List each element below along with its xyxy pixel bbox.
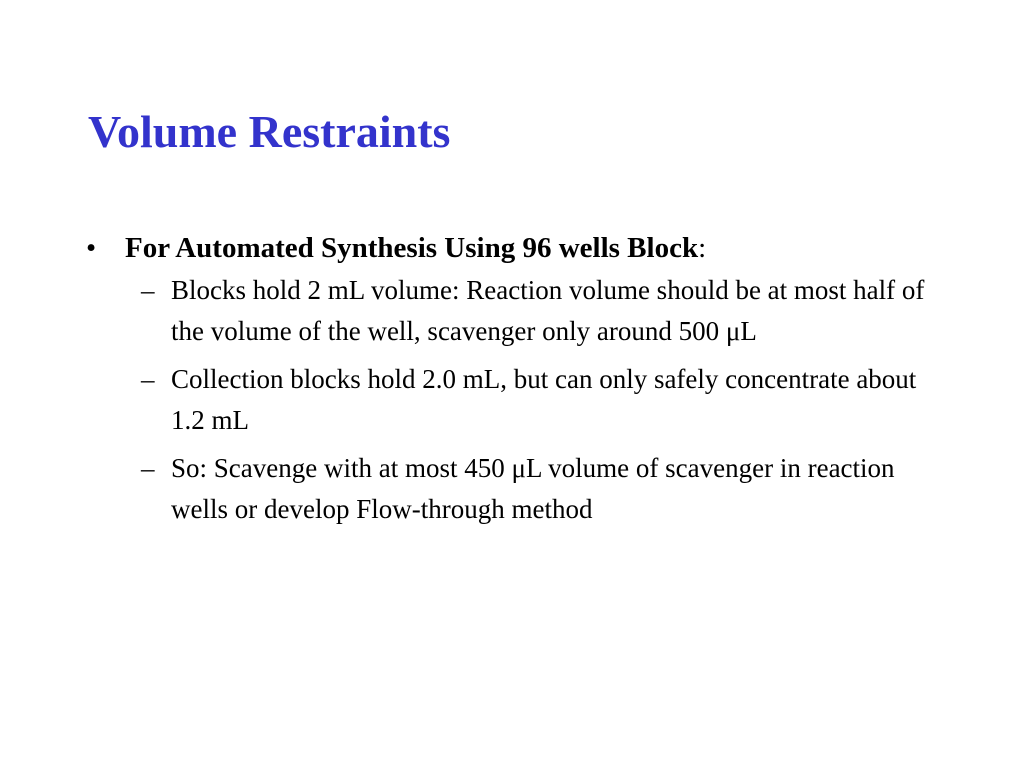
sub-bullet-text: So: Scavenge with at most 450 μL volume of scavenger in reaction wells or develop Flow-through method (171, 453, 895, 524)
dash-marker: – (141, 364, 155, 394)
bullet-marker: • (86, 232, 97, 264)
sub-bullet-item (125, 270, 941, 352)
sub-bullet-list (125, 270, 966, 530)
slide-title: Volume Restraints (88, 106, 451, 157)
bullet-item (86, 226, 966, 530)
sub-bullet-text: Collection blocks hold 2.0 mL, but can only safely concentrate about 1.2 mL (171, 364, 917, 435)
sub-bullet-item (125, 359, 941, 441)
sub-bullet-text: Blocks hold 2 mL volume: Reaction volume should be at most half of the volume of the well, scavenger only around 500 μL (171, 275, 925, 346)
bullet-list (86, 226, 966, 537)
dash-marker: – (141, 275, 155, 305)
sub-bullet-item (125, 448, 941, 530)
dash-marker: – (141, 453, 155, 483)
bullet-heading: For Automated Synthesis Using 96 wells Block (125, 232, 699, 264)
bullet-heading-colon: : (698, 232, 707, 264)
